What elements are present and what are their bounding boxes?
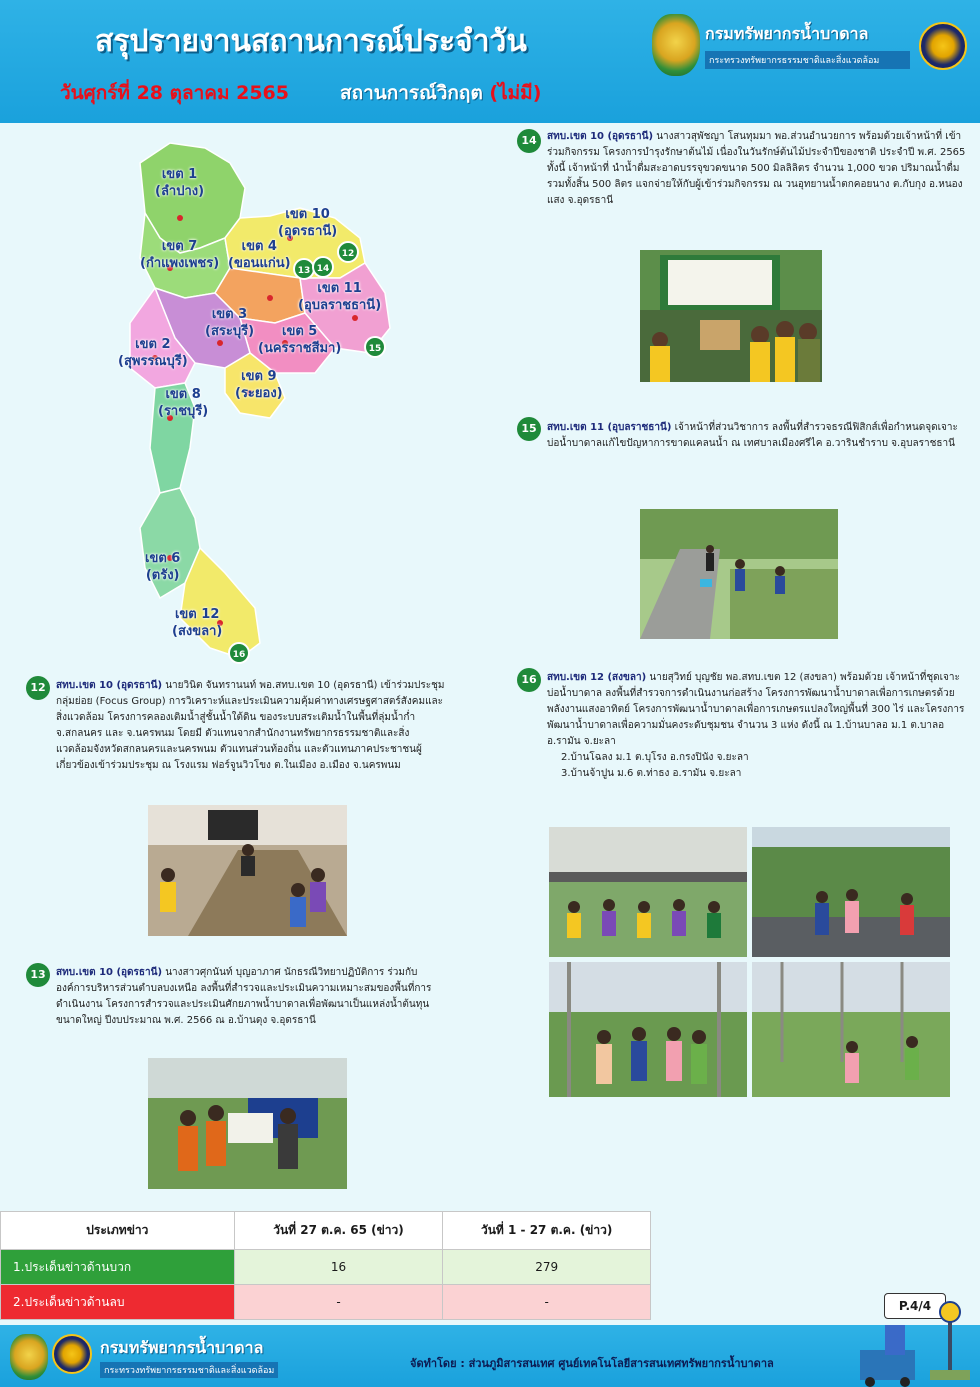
map-label-region-5: เขต 5 (นครราชสีมา) bbox=[258, 324, 342, 356]
item-16-lead: สทบ.เขต 12 (สงขลา) bbox=[547, 672, 647, 683]
map-label-region-7: เขต 7 (กำแพงเพชร) bbox=[140, 239, 220, 271]
item-13-badge: 13 bbox=[26, 963, 50, 987]
map-label-region-9: เขต 9 (ระยอง) bbox=[235, 369, 283, 401]
item-16-photo-2 bbox=[752, 827, 950, 957]
item-14-text bbox=[547, 129, 967, 209]
item-16-photo-4 bbox=[752, 962, 950, 1097]
footer-credit-text: ส่วนภูมิสารสนเทศ ศูนย์เทคโนโลยีสารสนเทศทรัพยากรน้ำบาดาล bbox=[468, 1357, 774, 1370]
item-13-photo bbox=[148, 1058, 347, 1189]
map-marker-16: 16 bbox=[228, 642, 250, 664]
map-marker-14: 14 bbox=[312, 256, 334, 278]
table-cell-month: 279 bbox=[443, 1250, 651, 1285]
report-date: วันศุกร์ที่ 28 ตุลาคม 2565 bbox=[60, 82, 290, 104]
map-label-region-11: เขต 11 (อุบลราชธานี) bbox=[298, 281, 382, 313]
department-block bbox=[705, 22, 910, 69]
map-label-region-2: เขต 2 (สุพรรณบุรี) bbox=[118, 337, 188, 369]
page-footer bbox=[0, 1325, 980, 1387]
royal-seal-icon bbox=[52, 1334, 92, 1374]
item-14-photo bbox=[640, 250, 822, 382]
map-marker-15: 15 bbox=[364, 336, 386, 358]
news-summary-table bbox=[0, 1211, 651, 1320]
map-label-region-4: เขต 4 (ขอนแก่น) bbox=[228, 239, 291, 271]
table-header-category: ประเภทข่าว bbox=[1, 1212, 235, 1250]
map-label-region-1: เขต 1 (ลำปาง) bbox=[155, 167, 205, 199]
map-label-region-3: เขต 3 (สระบุรี) bbox=[205, 307, 255, 339]
item-12-lead: สทบ.เขต 10 (อุดรธานี) bbox=[56, 680, 163, 691]
item-16-badge: 16 bbox=[517, 668, 541, 692]
footer-ministry-name: กระทรวงทรัพยากรธรรมชาติและสิ่งแวดล้อม bbox=[100, 1362, 278, 1378]
item-16-text bbox=[547, 670, 967, 782]
item-15-photo bbox=[640, 509, 838, 639]
item-13-lead: สทบ.เขต 10 (อุดรธานี) bbox=[56, 967, 163, 978]
table-header-day: วันที่ 27 ต.ค. 65 (ข่าว) bbox=[234, 1212, 443, 1250]
item-13-text bbox=[56, 965, 446, 1029]
item-12-text bbox=[56, 678, 446, 774]
footer-credit bbox=[410, 1354, 774, 1372]
emergency-value: (ไม่มี) bbox=[489, 82, 542, 104]
department-name: กรมทรัพยากรน้ำบาดาล bbox=[705, 24, 869, 43]
table-cell-category: 2.ประเด็นข่าวด้านลบ bbox=[1, 1285, 235, 1320]
emergency-label: สถานการณ์วิกฤต bbox=[340, 82, 483, 104]
item-15-text bbox=[547, 420, 967, 452]
item-14-body: นางสาวสุพัชญา โสนทุมมา พอ.ส่วนอำนวยการ พร้อมด้วยเจ้าหน้าที่ เข้าร่วมกิจกรรม โครงการบำรุงรักษาต้นไม้ เนื่องในวันรักษ์ต้นไม้ประจำปีของชาติ ประจำปี พ.ศ. 2565 ทั้งนี้ เจ้าหน้าที่ นำน้ำดื่มสะอาดบรรจุขวดขนาด 500 มิลลิลิตร จำนวน 1,000 ขวด ปริมาณน้ำดื่มรวมทั้งสิ้น 500 ลิตร แจกจ่ายให้กับผู้เข้าร่วมกิจกรรม ณ วนอุทยานน้ำตกคอยนาง ต.กับกุง อ.หนองแสง จ.อุดรธานี bbox=[547, 131, 966, 206]
royal-seal-icon bbox=[919, 22, 967, 70]
item-15-body: เจ้าหน้าที่ส่วนวิชาการ ลงพื้นที่สำรวจธรณีฟิสิกส์เพื่อกำหนดจุดเจาะบ่อน้ำบาดาลแก้ไขปัญหาการขาดแคลนน้ำ ณ เทศบาลเมืองศรีไค อ.วารินชำราบ จ.อุบลราชธานี bbox=[547, 422, 958, 449]
item-16-extra-2: 3.บ้านจ้าปูน ม.6 ต.ท่าธง อ.รามัน จ.ยะลา bbox=[561, 768, 742, 779]
table-row-positive bbox=[1, 1250, 651, 1285]
item-16-body: นายสุวิทย์ บุญชัย พอ.สทบ.เขต 12 (สงขลา) พร้อมด้วย เจ้าหน้าที่ชุดเจาะบ่อน้ำบาดาล ลงพื้นที่สำรวจการดำเนินงานก่อสร้าง โครงการพัฒนาน้ำบาดาลเพื่อการเกษตรด้วยพลังงานแสงอาทิตย์ โครงการพัฒนาน้ำบาดาลเพื่อการเกษตรแปลงใหญ่พื้นที่ 300 ไร่ และโครงการพัฒนาน้ำบาดาลเพื่อความมั่นคงระดับชุมชน จำนวน 3 แห่ง ดังนี้ ณ 1.บ้านบาลอ ม.1 ต.บาลอ อ.รามัน จ.ยะลา bbox=[547, 672, 965, 747]
item-16-extra-1: 2.บ้านโฉลง ม.1 ต.บุโรง อ.กรงปินัง จ.ยะลา bbox=[561, 752, 749, 763]
footer-credit-label: จัดทำโดย : bbox=[410, 1357, 465, 1370]
item-14-lead: สทบ.เขต 10 (อุดรธานี) bbox=[547, 131, 654, 142]
map-marker-12: 12 bbox=[337, 241, 359, 263]
footer-department-name: กรมทรัพยากรน้ำบาดาล bbox=[100, 1338, 264, 1357]
table-header-row bbox=[1, 1212, 651, 1250]
map-label-region-6: เขต 6 (ตรัง) bbox=[145, 551, 181, 583]
table-cell-day: 16 bbox=[234, 1250, 443, 1285]
item-12-photo bbox=[148, 805, 347, 936]
item-16-photo-1 bbox=[549, 827, 747, 957]
map-label-region-8: เขต 8 (ราชบุรี) bbox=[158, 387, 209, 419]
table-row-negative bbox=[1, 1285, 651, 1320]
page-header bbox=[0, 0, 980, 123]
item-15-badge: 15 bbox=[517, 417, 541, 441]
table-cell-category: 1.ประเด็นข่าวด้านบวก bbox=[1, 1250, 235, 1285]
item-15-lead: สทบ.เขต 11 (อุบลราชธานี) bbox=[547, 422, 672, 433]
emergency-status bbox=[340, 78, 541, 108]
map-marker-13: 13 bbox=[293, 258, 315, 280]
page-number: P.4/4 bbox=[884, 1293, 946, 1319]
item-12-badge: 12 bbox=[26, 676, 50, 700]
map-label-region-10: เขต 10 (อุดรธานี) bbox=[278, 207, 338, 239]
table-header-month: วันที่ 1 - 27 ต.ค. (ข่าว) bbox=[443, 1212, 651, 1250]
table-cell-day: - bbox=[234, 1285, 443, 1320]
item-12-body: นายวินิต จันทรานนท์ พอ.สทบ.เขต 10 (อุดรธานี) เข้าร่วมประชุมกลุ่มย่อย (Focus Group) การวิเคราะห์และประเมินความคุ้มค่าทางเศรษฐศาสตร์สังคมและสิ่งแวดล้อม โครงการคลองเติมน้ำสู่ชั้นน้ำใต้ดิน ของระบบสระเติมน้ำในพื้นที่ลุ่มน้ำก่ำ จ.สกลนคร และ จ.นครพนม โดยมี ตัวแทนจากสำนักงานทรัพยากรธรรมชาติและสิ่งแวดล้อมจังหวัดสกลนครและนครพนม ตัวแทนส่วนท้องถิ่น และตัวแทนภาคประชาชนผู้เกี่ยวข้องเข้าร่วมประชุม ณ โรงแรม ฟอร์จูนวิวโขง ต.ในเมือง อ.เมือง จ.นครพนม bbox=[56, 680, 445, 771]
item-13-body: นางสาวศุกนันท์ บุญอาภาศ นักธรณีวิทยาปฏิบัติการ ร่วมกับองค์การบริหารส่วนตำบลบงเหนือ ลงพื้นที่สำรวจและประเมินความเหมาะสมของพื้นที่การดำเนินงาน โครงการสำรวจและประเมินศักยภาพน้ำบาดาลเพื่อพัฒนาเป็นแหล่งน้ำต้นทุนขนาดใหญ่ ปีงบประมาณ พ.ศ. 2566 ณ อ.บ้านดุง จ.อุดรธานี bbox=[56, 967, 432, 1026]
page-title: สรุปรายงานสถานการณ์ประจำวัน bbox=[95, 24, 527, 59]
item-16-photo-3 bbox=[549, 962, 747, 1097]
groundwater-well-illustration-icon bbox=[850, 1300, 975, 1387]
item-14-badge: 14 bbox=[517, 129, 541, 153]
thailand-map bbox=[100, 128, 410, 668]
ministry-name: กระทรวงทรัพยากรธรรมชาติและสิ่งแวดล้อม bbox=[705, 51, 910, 69]
department-emblem-icon bbox=[10, 1334, 48, 1380]
map-label-region-12: เขต 12 (สงขลา) bbox=[172, 607, 223, 639]
table-cell-month: - bbox=[443, 1285, 651, 1320]
department-emblem-icon bbox=[652, 14, 700, 76]
